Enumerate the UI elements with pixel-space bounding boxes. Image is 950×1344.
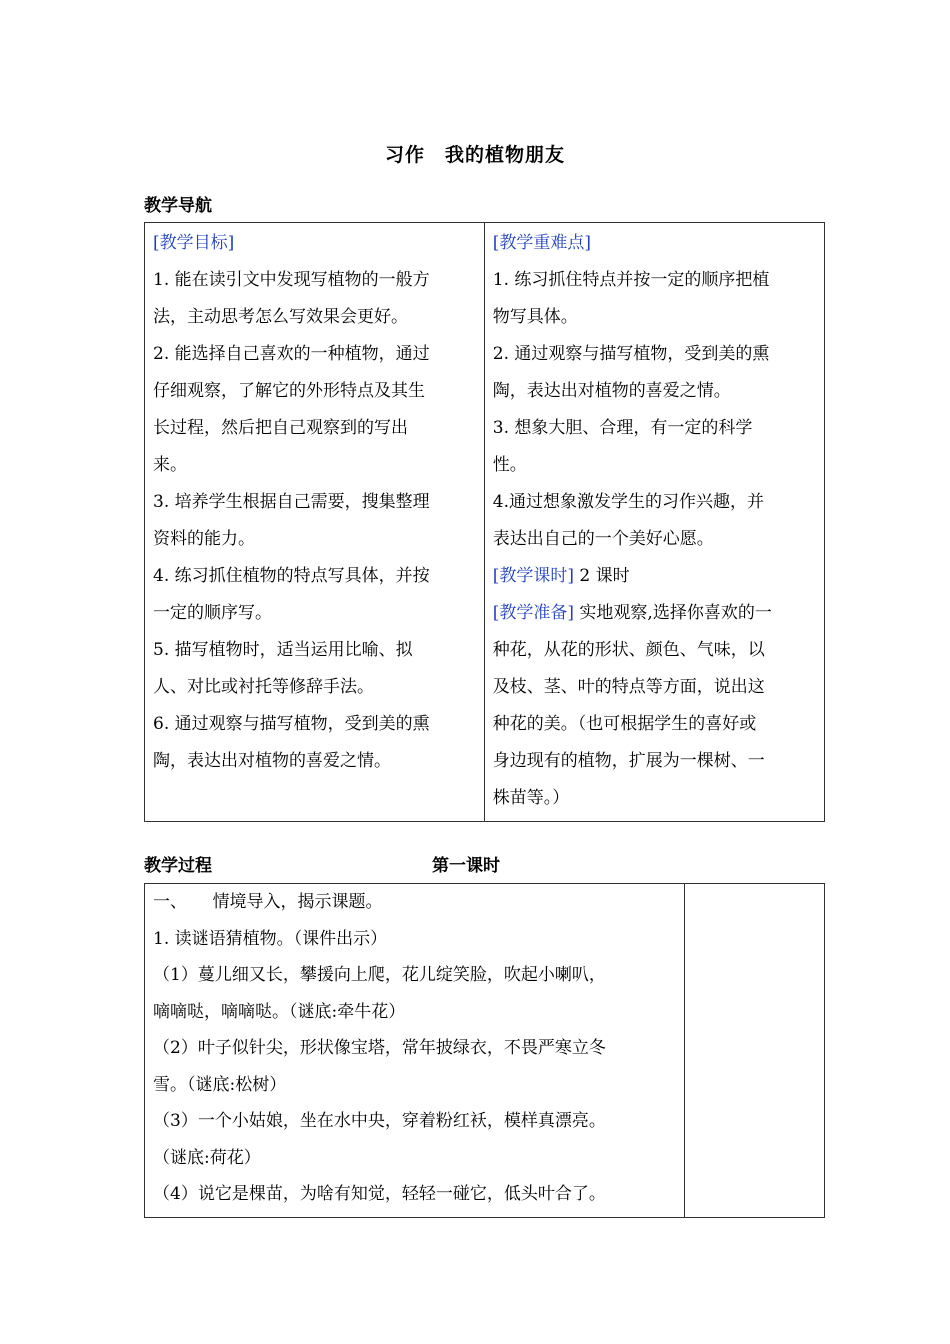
process-content-cell	[145, 884, 685, 1218]
teaching-process-table	[144, 883, 825, 1218]
objective-line: 陶，表达出对植物的喜爱之情。	[153, 751, 391, 771]
teaching-navigation-heading: 教学导航	[144, 196, 212, 216]
objective-line: 法，主动思考怎么写效果会更好。	[153, 307, 408, 327]
objective-line: 人、对比或衬托等修辞手法。	[153, 677, 374, 697]
page-title: 习作 我的植物朋友	[384, 144, 565, 166]
key-point-line: 1. 练习抓住特点并按一定的顺序把植	[492, 270, 770, 290]
objectives-tag: [教学目标]	[153, 233, 235, 253]
process-line: （谜底:荷花）	[153, 1147, 261, 1168]
key-points-list	[493, 262, 816, 558]
objective-line: 5. 描写植物时，适当运用比喻、拟	[153, 640, 413, 660]
preparation-line: 身边现有的植物，扩展为一棵树、一	[492, 751, 765, 771]
objective-line: 2. 能选择自己喜欢的一种植物，通过	[153, 344, 430, 364]
key-point-line: 4.通过想象激发学生的习作兴趣，并	[492, 492, 764, 512]
preparation-first-line	[493, 595, 816, 632]
process-line: 一、 情境导入，揭示课题。	[153, 892, 383, 912]
preparation-text: 实地观察,选择你喜欢的一	[574, 603, 772, 623]
objective-line: 6. 通过观察与描写植物，受到美的熏	[153, 714, 430, 734]
process-line: （2）叶子似针尖，形状像宝塔，常年披绿衣，不畏严寒立冬	[153, 1038, 606, 1058]
process-line: 1. 读谜语猜植物。（课件出示）	[153, 928, 388, 949]
objective-line: 长过程，然后把自己观察到的写出	[153, 418, 408, 438]
preparation-tag: [教学准备]	[492, 603, 575, 623]
process-line: （3）一个小姑娘，坐在水中央，穿着粉红袄，模样真漂亮。	[153, 1111, 606, 1131]
key-point-line: 3. 想象大胆、合理，有一定的科学	[492, 418, 753, 438]
key-point-line: 表达出自己的一个美好心愿。	[492, 529, 714, 549]
lesson-hours-value: 2 课时	[574, 566, 630, 586]
key-point-line: 物写具体。	[492, 307, 578, 327]
preparation-line: 种花，从花的形状、颜色、气味，以	[492, 640, 765, 660]
objective-line: 资料的能力。	[153, 529, 255, 549]
lesson-hours-tag: [教学课时]	[492, 566, 575, 586]
objectives-list	[153, 262, 476, 780]
objective-line: 一定的顺序写。	[153, 603, 272, 623]
process-line: （4）说它是棵苗，为啥有知觉，轻轻一碰它，低头叶合了。	[153, 1184, 606, 1204]
teaching-navigation-table	[144, 222, 825, 822]
objective-line: 1. 能在读引文中发现写植物的一般方	[153, 270, 430, 290]
process-notes-cell	[684, 884, 824, 1218]
preparation-line: 株苗等。）	[492, 788, 570, 808]
objectives-cell	[145, 223, 485, 822]
key-points-cell	[484, 223, 824, 822]
lesson-hours	[493, 558, 816, 595]
process-line: 雪。（谜底:松树）	[153, 1074, 287, 1095]
key-point-line: 2. 通过观察与描写植物，受到美的熏	[492, 344, 770, 364]
process-line: 嘀嘀哒，嘀嘀哒。（谜底:牵牛花）	[153, 1001, 406, 1022]
key-points-tag: [教学重难点]	[492, 233, 592, 253]
objective-line: 来。	[153, 455, 187, 475]
preparation-line: 种花的美。（也可根据学生的喜好或	[492, 714, 757, 734]
objective-line: 3. 培养学生根据自己需要，搜集整理	[153, 492, 430, 512]
lesson-label: 第一课时	[432, 856, 500, 876]
process-line: （1）蔓儿细又长，攀援向上爬，花儿绽笑脸，吹起小喇叭，	[153, 965, 606, 985]
objective-line: 4. 练习抓住植物的特点写具体，并按	[153, 566, 430, 586]
objective-line: 仔细观察，了解它的外形特点及其生	[153, 381, 425, 401]
preparation-line: 及枝、茎、叶的特点等方面，说出这	[492, 677, 765, 697]
key-point-line: 陶，表达出对植物的喜爱之情。	[492, 381, 731, 401]
teaching-process-heading: 教学过程	[144, 856, 212, 876]
key-point-line: 性。	[492, 455, 527, 475]
